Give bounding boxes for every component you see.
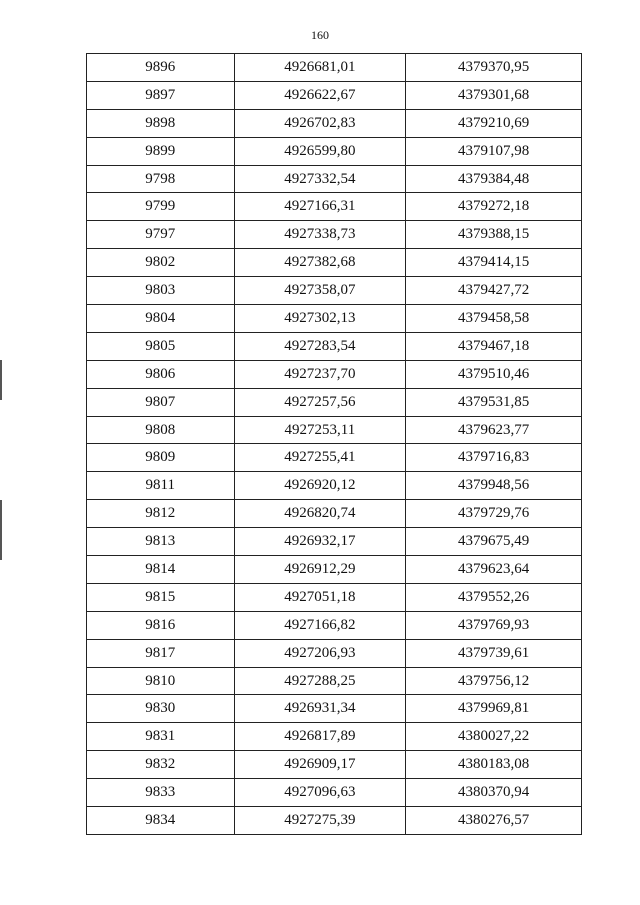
coordinates-table-body [87, 54, 582, 835]
x-coordinate-cell: 4926931,34 [234, 695, 406, 723]
x-coordinate-cell: 4927253,11 [234, 416, 406, 444]
y-coordinate-cell: 4379467,18 [406, 332, 582, 360]
table-row [87, 109, 582, 137]
table-row [87, 193, 582, 221]
x-coordinate-cell: 4926599,80 [234, 137, 406, 165]
y-coordinate-cell: 4379756,12 [406, 667, 582, 695]
table-row [87, 500, 582, 528]
table-row [87, 332, 582, 360]
point-number-cell: 9805 [87, 332, 235, 360]
y-coordinate-cell: 4379272,18 [406, 193, 582, 221]
x-coordinate-cell: 4926932,17 [234, 528, 406, 556]
point-number-cell: 9814 [87, 556, 235, 584]
x-coordinate-cell: 4927166,31 [234, 193, 406, 221]
y-coordinate-cell: 4380027,22 [406, 723, 582, 751]
point-number-cell: 9817 [87, 639, 235, 667]
x-coordinate-cell: 4927283,54 [234, 332, 406, 360]
y-coordinate-cell: 4379531,85 [406, 388, 582, 416]
table-row [87, 444, 582, 472]
x-coordinate-cell: 4926702,83 [234, 109, 406, 137]
page-number: 160 [311, 28, 329, 42]
scan-edge-mark [0, 500, 2, 560]
point-number-cell: 9831 [87, 723, 235, 751]
x-coordinate-cell: 4927257,56 [234, 388, 406, 416]
x-coordinate-cell: 4927206,93 [234, 639, 406, 667]
y-coordinate-cell: 4380370,94 [406, 779, 582, 807]
point-number-cell: 9899 [87, 137, 235, 165]
point-number-cell: 9812 [87, 500, 235, 528]
x-coordinate-cell: 4926820,74 [234, 500, 406, 528]
table-row [87, 249, 582, 277]
y-coordinate-cell: 4379458,58 [406, 305, 582, 333]
point-number-cell: 9803 [87, 277, 235, 305]
table-row [87, 667, 582, 695]
scan-edge-mark [0, 360, 2, 400]
point-number-cell: 9808 [87, 416, 235, 444]
table-row [87, 472, 582, 500]
y-coordinate-cell: 4379210,69 [406, 109, 582, 137]
y-coordinate-cell: 4379510,46 [406, 360, 582, 388]
table-row [87, 360, 582, 388]
point-number-cell: 9896 [87, 54, 235, 82]
point-number-cell: 9815 [87, 583, 235, 611]
coordinates-table [86, 53, 582, 835]
table-row [87, 807, 582, 835]
table-row [87, 81, 582, 109]
table-row [87, 611, 582, 639]
point-number-cell: 9798 [87, 165, 235, 193]
y-coordinate-cell: 4379301,68 [406, 81, 582, 109]
point-number-cell: 9804 [87, 305, 235, 333]
y-coordinate-cell: 4379370,95 [406, 54, 582, 82]
table-row [87, 779, 582, 807]
x-coordinate-cell: 4927255,41 [234, 444, 406, 472]
y-coordinate-cell: 4379739,61 [406, 639, 582, 667]
table-row [87, 54, 582, 82]
y-coordinate-cell: 4379716,83 [406, 444, 582, 472]
table-row [87, 583, 582, 611]
point-number-cell: 9797 [87, 221, 235, 249]
y-coordinate-cell: 4380183,08 [406, 751, 582, 779]
table-row [87, 137, 582, 165]
table-row [87, 221, 582, 249]
table-row [87, 305, 582, 333]
x-coordinate-cell: 4927096,63 [234, 779, 406, 807]
table-row [87, 751, 582, 779]
table-row [87, 388, 582, 416]
table-row [87, 723, 582, 751]
point-number-cell: 9833 [87, 779, 235, 807]
x-coordinate-cell: 4927275,39 [234, 807, 406, 835]
x-coordinate-cell: 4927237,70 [234, 360, 406, 388]
point-number-cell: 9810 [87, 667, 235, 695]
table-row [87, 165, 582, 193]
y-coordinate-cell: 4379729,76 [406, 500, 582, 528]
y-coordinate-cell: 4379948,56 [406, 472, 582, 500]
point-number-cell: 9807 [87, 388, 235, 416]
y-coordinate-cell: 4379675,49 [406, 528, 582, 556]
y-coordinate-cell: 4379623,77 [406, 416, 582, 444]
point-number-cell: 9809 [87, 444, 235, 472]
x-coordinate-cell: 4926681,01 [234, 54, 406, 82]
x-coordinate-cell: 4927382,68 [234, 249, 406, 277]
x-coordinate-cell: 4927338,73 [234, 221, 406, 249]
point-number-cell: 9832 [87, 751, 235, 779]
table-row [87, 639, 582, 667]
point-number-cell: 9834 [87, 807, 235, 835]
point-number-cell: 9799 [87, 193, 235, 221]
x-coordinate-cell: 4927288,25 [234, 667, 406, 695]
x-coordinate-cell: 4927302,13 [234, 305, 406, 333]
point-number-cell: 9802 [87, 249, 235, 277]
point-number-cell: 9813 [87, 528, 235, 556]
y-coordinate-cell: 4379552,26 [406, 583, 582, 611]
x-coordinate-cell: 4927051,18 [234, 583, 406, 611]
x-coordinate-cell: 4926912,29 [234, 556, 406, 584]
y-coordinate-cell: 4379623,64 [406, 556, 582, 584]
y-coordinate-cell: 4379969,81 [406, 695, 582, 723]
table-row [87, 556, 582, 584]
point-number-cell: 9816 [87, 611, 235, 639]
y-coordinate-cell: 4379107,98 [406, 137, 582, 165]
x-coordinate-cell: 4927332,54 [234, 165, 406, 193]
table-row [87, 695, 582, 723]
y-coordinate-cell: 4380276,57 [406, 807, 582, 835]
table-row [87, 277, 582, 305]
y-coordinate-cell: 4379769,93 [406, 611, 582, 639]
point-number-cell: 9897 [87, 81, 235, 109]
y-coordinate-cell: 4379414,15 [406, 249, 582, 277]
point-number-cell: 9830 [87, 695, 235, 723]
point-number-cell: 9811 [87, 472, 235, 500]
x-coordinate-cell: 4926909,17 [234, 751, 406, 779]
x-coordinate-cell: 4926817,89 [234, 723, 406, 751]
point-number-cell: 9806 [87, 360, 235, 388]
table-row [87, 528, 582, 556]
x-coordinate-cell: 4926622,67 [234, 81, 406, 109]
x-coordinate-cell: 4927358,07 [234, 277, 406, 305]
y-coordinate-cell: 4379388,15 [406, 221, 582, 249]
table-row [87, 416, 582, 444]
y-coordinate-cell: 4379384,48 [406, 165, 582, 193]
x-coordinate-cell: 4926920,12 [234, 472, 406, 500]
y-coordinate-cell: 4379427,72 [406, 277, 582, 305]
point-number-cell: 9898 [87, 109, 235, 137]
x-coordinate-cell: 4927166,82 [234, 611, 406, 639]
